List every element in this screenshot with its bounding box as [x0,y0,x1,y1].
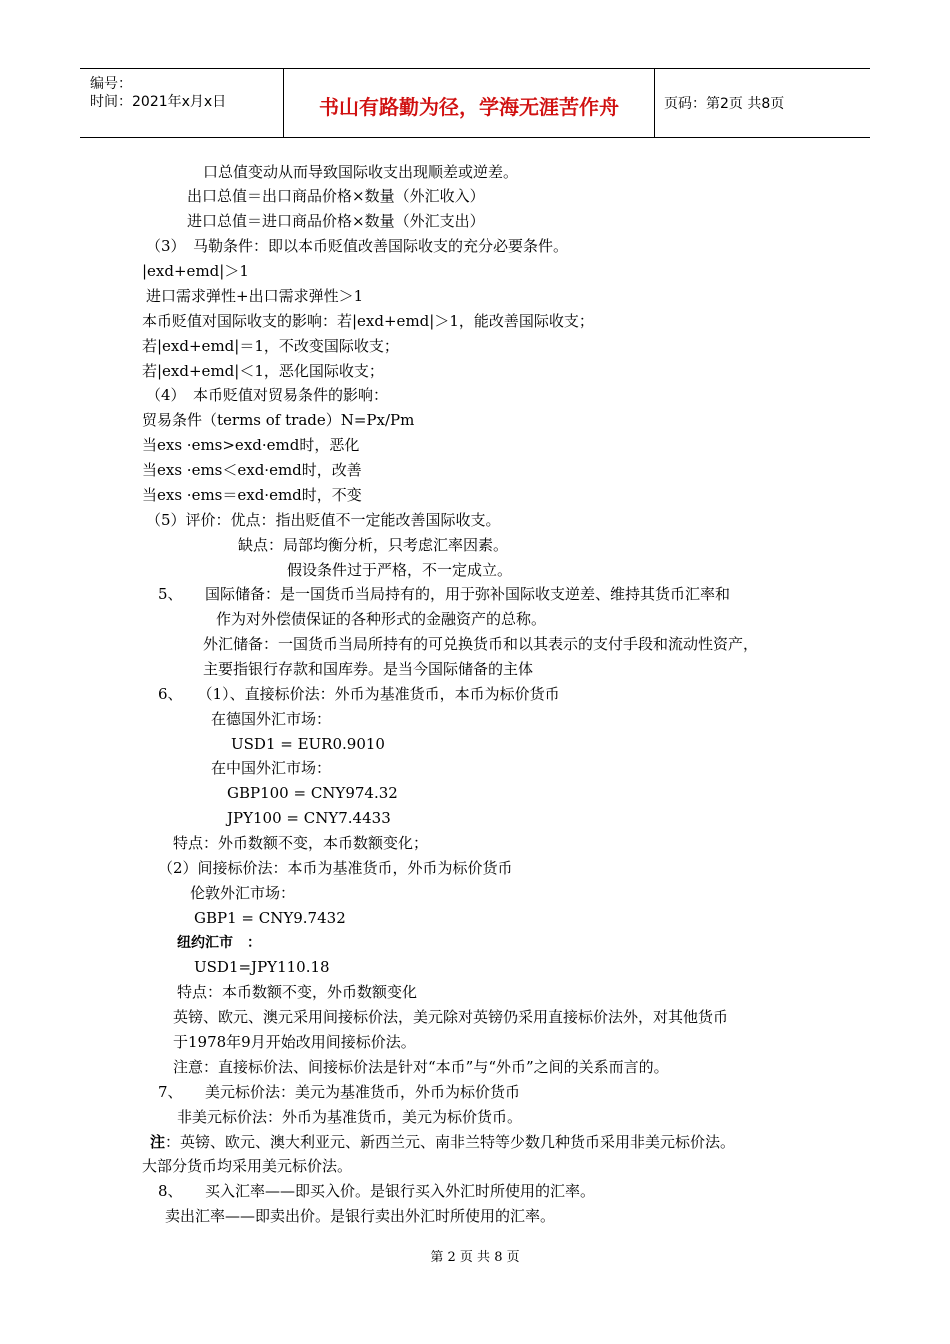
body-line: 本币贬值对国际收支的影响：若|exd+emd|＞1，能改善国际收支； [142,312,594,330]
body-line: 6、 （1）、直接标价法：外币为基准货币，本币为标价货币 [158,685,560,703]
header-page-cell [655,69,870,137]
note-prefix: 注 [150,1133,166,1151]
header-page-label: 页码：第2页 共8页 [664,96,785,112]
body-line: 特点：外币数额不变，本币数额变化； [173,834,429,852]
body-line: 5、 国际储备：是一国货币当局持有的，用于弥补国际收支逆差、维持其货币汇率和 [158,585,731,603]
note-line [150,1132,735,1152]
body-line: 7、 美元标价法：美元为基准货币，外币为标价货币 [158,1083,521,1101]
body-line: 在中国外汇市场： [211,759,332,777]
body-line: 缺点：局部均衡分析，只考虑汇率因素。 [238,536,509,554]
body-line: 在德国外汇市场： [211,710,332,728]
body-line: 8、 买入汇率——即买入价。是银行买入外汇时所使用的汇率。 [158,1182,596,1200]
body-line: （3） 马勒条件：即以本币贬值改善国际收支的充分必要条件。 [146,237,569,255]
header-meta-cell [80,69,284,137]
body-line: 贸易条件（terms of trade）N=Px/Pm [142,411,415,429]
body-line: 当exs ·ems>exd·emd时，恶化 [142,436,360,454]
body-line: （4） 本币贬值对贸易条件的影响： [146,386,389,404]
body-line: 特点：本币数额不变，外币数额变化 [177,983,418,1001]
body-line: （5）评价：优点：指出贬值不一定能改善国际收支。 [146,511,501,529]
document-header [80,68,870,138]
body-line: 进口需求弹性+出口需求弹性＞1 [146,287,364,305]
body-line: 当exs ·ems＜exd·emd时，改善 [142,461,362,479]
page-footer: 第 2 页 共 8 页 [430,1250,520,1265]
body-line: 口总值变动从而导致国际收支出现顺差或逆差。 [203,163,519,181]
body-line: 伦敦外汇市场： [190,884,296,902]
body-line: 作为对外偿债保证的各种形式的金融资产的总称。 [216,610,547,628]
body-line: GBP100 = CNY974.32 [227,784,398,802]
body-line: GBP1 = CNY9.7432 [194,909,346,927]
body-line: 进口总值＝进口商品价格×数量（外汇支出） [187,212,485,230]
body-line: 注意：直接标价法、间接标价法是针对“本币”与“外币”之间的关系而言的。 [173,1058,669,1076]
note-colon: ： [165,1133,181,1151]
body-line: 卖出汇率——即卖出价。是银行卖出外汇时所使用的汇率。 [165,1207,556,1225]
body-line: |exd+emd|＞1 [142,262,249,280]
body-line: 若|exd+emd|＝1，不改变国际收支； [142,337,399,355]
body-line: 假设条件过于严格，不一定成立。 [287,561,513,579]
body-line: 大部分货币均采用美元标价法。 [142,1157,353,1175]
body-line: USD1=JPY110.18 [194,958,330,976]
body-line: 于1978年9月开始改用间接标价法。 [173,1033,416,1051]
body-line: USD1 = EUR0.9010 [231,735,385,753]
body-line: 英镑、欧元、澳元采用间接标价法，美元除对英镑仍采用直接标价法外，对其他货币 [173,1008,729,1026]
body-line: 非美元标价法：外币为基准货币，美元为标价货币。 [177,1108,523,1126]
body-line: 出口总值＝出口商品价格×数量（外汇收入） [187,187,485,205]
header-motto: 书山有路勤为径，学海无涯苦作舟 [319,95,619,119]
body-line: 纽约汇市 ： [177,935,261,951]
document-number-label: 编号： [90,76,132,92]
header-motto-cell [284,69,655,137]
body-line: 当exs ·ems＝exd·emd时，不变 [142,486,362,504]
body-line: JPY100 = CNY7.4433 [227,809,391,827]
body-line: （2）间接标价法：本币为基准货币，外币为标价货币 [158,859,513,877]
body-line: 主要指银行存款和国库券。是当今国际储备的主体 [203,660,534,678]
body-line: 外汇储备：一国货币当局所持有的可兑换货币和以其表示的支付手段和流动性资产， [203,635,759,653]
note-text: 英镑、欧元、澳大利亚元、新西兰元、南非兰特等少数几种货币采用非美元标价法。 [180,1133,736,1151]
body-line: 若|exd+emd|＜1，恶化国际收支； [142,362,384,380]
document-date-label: 时间：2021年x月x日 [90,94,227,110]
